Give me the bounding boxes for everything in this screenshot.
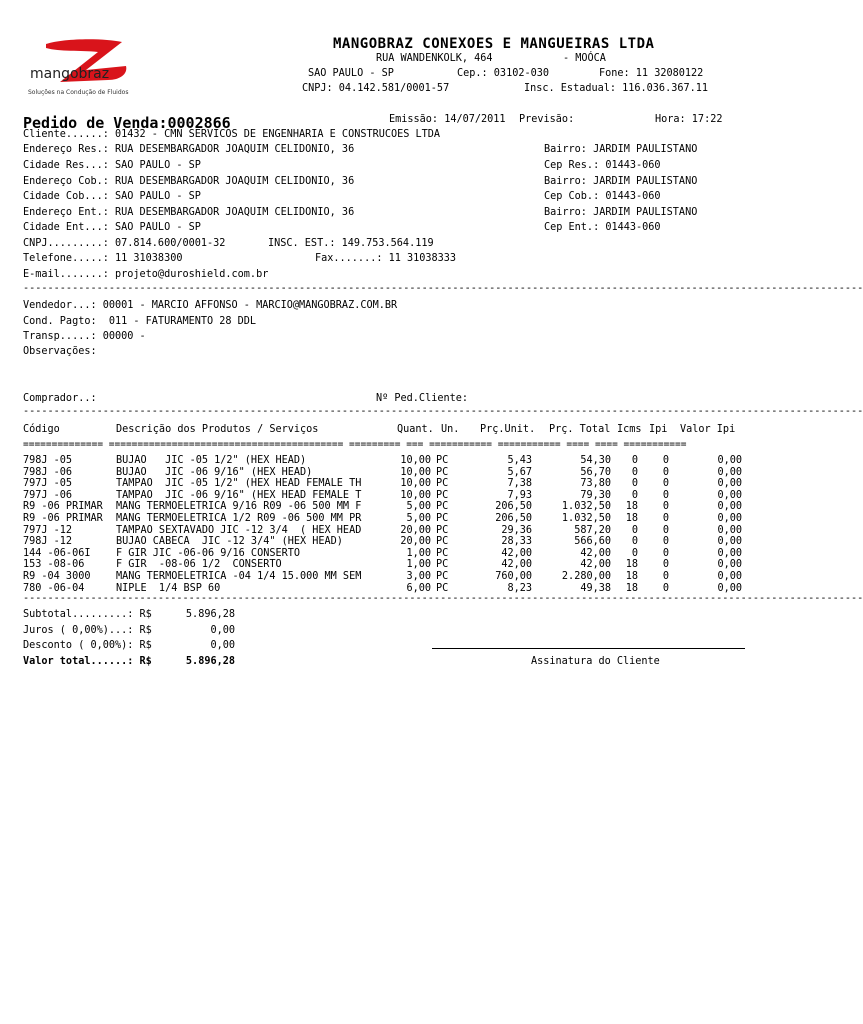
header-underline: ============== ========================================= ========= === =========== =========== ==== ==== =========== [23,439,687,450]
cell-ipi: 0 [662,536,669,548]
cell-ipi: 0 [662,524,669,536]
company-cnpj: CNPJ: 04.142.581/0001-57 [302,83,450,94]
subtotal-label: Subtotal.........: R$ [23,609,152,620]
total-value: 5.896,28 [185,656,235,667]
cell-ipi-value: 0,00 [717,455,742,466]
cell-unit: PC [436,524,449,536]
cell-qty: 10,00 [400,478,431,490]
cell-ipi-value: 0,00 [717,536,742,548]
cell-unit-price: 29,36 [501,524,532,536]
cell-description: TAMPAO SEXTAVADO JIC -12 3/4 ( HEX HEAD [116,524,362,536]
cell-description: BUJAO JIC -05 1/2" (HEX HEAD) [116,455,307,466]
client-address-cob: Endereço Cob.: RUA DESEMBARGADOR JOAQUIM CELIDONIO, 36 [23,176,355,187]
cell-icms: 18 [625,501,638,513]
cell-total-price: 1.032,50 [561,501,611,513]
cell-description: MANG TERMOELETRICA 9/16 R09 -06 500 MM F [116,501,362,513]
client-address-ent: Endereço Ent.: RUA DESEMBARGADOR JOAQUIM CELIDONIO, 36 [23,207,355,218]
separator-line: ----------------------------------------------------------------------------------------------------------------------------------------- [23,406,863,417]
cell-total-price: 56,70 [580,466,611,478]
cell-qty: 5,00 [406,501,431,513]
carrier: Transp.....: 00000 - [23,331,146,342]
client-phone: Telefone.....: 11 31038300 [23,253,183,264]
cell-description: TAMPAO JIC -06 9/16" (HEX HEAD FEMALE T [116,489,362,501]
col-header-total-price: Prç. Total [549,424,611,435]
col-header-ipi: Ipi [649,424,668,435]
client-address-res: Endereço Res.: RUA DESEMBARGADOR JOAQUIM CELIDONIO, 36 [23,144,355,155]
cell-ipi-value: 0,00 [717,512,742,524]
cell-icms: 18 [625,582,638,594]
seller: Vendedor...: 00001 - MARCIO AFFONSO - MARCIO@MANGOBRAZ.COM.BR [23,300,398,311]
items-table [23,455,749,594]
cell-description: BUJAO CABECA JIC -12 3/4" (HEX HEAD) [116,536,343,548]
logo-wordmark: mangobraz [30,66,110,82]
cell-icms: 18 [625,570,638,582]
table-row [23,490,749,502]
discount-label: Desconto ( 0,00%): R$ [23,640,152,651]
client-fax: Fax.......: 11 31038333 [315,253,457,264]
col-header-icms: Icms [617,424,642,435]
cell-unit-price: 206,50 [495,501,532,513]
cell-total-price: 79,30 [580,489,611,501]
table-row [23,513,749,525]
cell-unit-price: 5,43 [507,455,532,466]
col-header-description: Descrição dos Produtos / Serviços [116,424,319,435]
table-row [23,455,749,467]
table-row [23,536,749,548]
cell-code: 798J -12 [23,536,73,548]
cell-unit: PC [436,559,449,571]
company-phone: Fone: 11 32080122 [599,68,704,79]
client-cep-ent: Cep Ent.: 01443-060 [544,222,661,233]
company-street: RUA WANDENKOLK, 464 [376,53,493,64]
cell-code: R9 -04 3000 [23,570,91,582]
cell-total-price: 49,38 [580,582,611,594]
cell-code: R9 -06 PRIMAR [23,501,103,513]
col-header-unit: Un. [441,424,460,435]
client-email: E-mail.......: projeto@duroshield.com.br [23,269,269,280]
cell-icms: 0 [631,478,638,490]
cell-icms: 0 [631,524,638,536]
logo-tagline: Soluções na Condução de Fluidos [28,89,129,96]
cell-unit: PC [436,501,449,513]
order-title: Pedido de Venda:0002866 [23,114,231,132]
client-district-ent: Bairro: JARDIM PAULISTANO [544,207,698,218]
cell-unit: PC [436,489,449,501]
cell-description: MANG TERMOELETRICA -04 1/4 15.000 MM SEM [116,570,362,582]
cell-icms: 0 [631,547,638,559]
cell-description: MANG TERMOELETRICA 1/2 R09 -06 500 MM PR [116,512,362,524]
cell-unit: PC [436,466,449,478]
cell-unit-price: 42,00 [501,547,532,559]
table-row [23,501,749,513]
cell-unit-price: 42,00 [501,559,532,571]
cell-description: TAMPAO JIC -05 1/2" (HEX HEAD FEMALE TH [116,478,362,490]
mangobraz-logo [24,36,149,98]
company-city: SAO PAULO - SP [308,68,394,79]
cell-ipi: 0 [662,570,669,582]
client-cnpj: CNPJ.........: 07.814.600/0001-32 [23,238,226,249]
cell-icms: 0 [631,536,638,548]
cell-unit-price: 7,93 [507,489,532,501]
cell-unit-price: 7,38 [507,478,532,490]
cell-ipi-value: 0,00 [717,524,742,536]
cell-qty: 10,00 [400,466,431,478]
company-cep: Cep.: 03102-030 [457,68,550,79]
table-row [23,571,749,583]
cell-ipi: 0 [662,547,669,559]
cell-total-price: 1.032,50 [561,512,611,524]
cell-unit: PC [436,582,449,594]
cell-qty: 1,00 [406,547,431,559]
cell-unit-price: 760,00 [495,570,532,582]
cell-code: 780 -06-04 [23,582,85,594]
cell-code: 797J -06 [23,489,73,501]
client-city-cob: Cidade Cob...: SAO PAULO - SP [23,191,201,202]
cell-unit-price: 206,50 [495,512,532,524]
cell-unit: PC [436,536,449,548]
table-row [23,559,749,571]
cell-qty: 5,00 [406,512,431,524]
company-district: - MOÓCA [563,53,606,64]
table-row [23,525,749,537]
cell-unit: PC [436,570,449,582]
cell-ipi-value: 0,00 [717,478,742,490]
total-label: Valor total......: R$ [23,656,152,667]
cell-qty: 3,00 [406,570,431,582]
cell-ipi: 0 [662,466,669,478]
cell-ipi-value: 0,00 [717,570,742,582]
cell-total-price: 73,80 [580,478,611,490]
cell-unit: PC [436,547,449,559]
cell-total-price: 2.280,00 [561,570,611,582]
client-district-cob: Bairro: JARDIM PAULISTANO [544,176,698,187]
cell-ipi: 0 [662,582,669,594]
cell-ipi: 0 [662,512,669,524]
cell-unit: PC [436,455,449,466]
col-header-unit-price: Prç.Unit. [480,424,536,435]
cell-ipi: 0 [662,489,669,501]
cell-icms: 0 [631,489,638,501]
cell-unit: PC [436,512,449,524]
cell-ipi-value: 0,00 [717,466,742,478]
cell-unit-price: 5,67 [507,466,532,478]
cell-code: 798J -06 [23,466,73,478]
order-forecast: Previsão: [519,114,575,125]
cell-ipi: 0 [662,501,669,513]
cell-ipi-value: 0,00 [717,501,742,513]
company-name: MANGOBRAZ CONEXOES E MANGUEIRAS LTDA [333,36,655,52]
cell-ipi-value: 0,00 [717,559,742,571]
cell-code: 144 -06-06I [23,547,91,559]
client-city-ent: Cidade Ent...: SAO PAULO - SP [23,222,201,233]
cell-unit: PC [436,478,449,490]
table-row [23,478,749,490]
separator-line: ----------------------------------------------------------------------------------------------------------------------------------------- [23,593,863,604]
cell-code: 798J -05 [23,455,73,466]
client-name: Cliente......: 01432 - CMN SERVICOS DE ENGENHARIA E CONSTRUCOES LTDA [23,129,441,140]
client-city-res: Cidade Res...: SAO PAULO - SP [23,160,201,171]
cell-icms: 0 [631,455,638,466]
cell-description: F GIR -08-06 1/2 CONSERTO [116,559,282,571]
cell-total-price: 42,00 [580,547,611,559]
order-emission: Emissão: 14/07/2011 [389,114,506,125]
cell-description: F GIR JIC -06-06 9/16 CONSERTO [116,547,301,559]
cell-total-price: 54,30 [580,455,611,466]
interest-value: 0,00 [210,625,235,636]
client-cep-res: Cep Res.: 01443-060 [544,160,661,171]
cell-qty: 10,00 [400,489,431,501]
cell-qty: 20,00 [400,524,431,536]
cell-description: NIPLE 1/4 BSP 60 [116,582,221,594]
cell-ipi-value: 0,00 [717,489,742,501]
client-cep-cob: Cep Cob.: 01443-060 [544,191,661,202]
cell-description: BUJAO JIC -06 9/16" (HEX HEAD) [116,466,313,478]
col-header-qty: Quant. [397,424,434,435]
company-ie: Insc. Estadual: 116.036.367.11 [524,83,709,94]
cell-ipi: 0 [662,559,669,571]
signature-label: Assinatura do Cliente [531,656,660,667]
client-ie: INSC. EST.: 149.753.564.119 [268,238,434,249]
interest-label: Juros ( 0,00%)...: R$ [23,625,152,636]
cell-code: 153 -08-06 [23,559,85,571]
client-district-res: Bairro: JARDIM PAULISTANO [544,144,698,155]
cell-total-price: 566,60 [574,536,611,548]
cell-total-price: 587,20 [574,524,611,536]
buyer: Comprador..: [23,393,97,404]
table-row [23,548,749,560]
col-header-ipi-value: Valor Ipi [680,424,736,435]
separator-line: ----------------------------------------------------------------------------------------------------------------------------------------- [23,283,863,294]
cell-unit-price: 28,33 [501,536,532,548]
col-header-code: Código [23,424,60,435]
cell-code: 797J -12 [23,524,73,536]
cell-ipi-value: 0,00 [717,547,742,559]
cell-ipi-value: 0,00 [717,582,742,594]
cell-ipi: 0 [662,455,669,466]
client-order-number: Nº Ped.Cliente: [376,393,469,404]
discount-value: 0,00 [210,640,235,651]
cell-qty: 1,00 [406,559,431,571]
cell-icms: 18 [625,559,638,571]
table-row [23,467,749,479]
observations: Observações: [23,346,97,357]
cell-qty: 6,00 [406,582,431,594]
cell-unit-price: 8,23 [507,582,532,594]
cell-code: 797J -05 [23,478,73,490]
cell-code: R9 -06 PRIMAR [23,512,103,524]
cell-qty: 20,00 [400,536,431,548]
cell-ipi: 0 [662,478,669,490]
cell-icms: 18 [625,512,638,524]
subtotal-value: 5.896,28 [185,609,235,620]
cell-icms: 0 [631,466,638,478]
payment-terms: Cond. Pagto: 011 - FATURAMENTO 28 DDL [23,316,257,327]
order-time: Hora: 17:22 [655,114,723,125]
signature-line [432,648,745,649]
cell-qty: 10,00 [400,455,431,466]
cell-total-price: 42,00 [580,559,611,571]
